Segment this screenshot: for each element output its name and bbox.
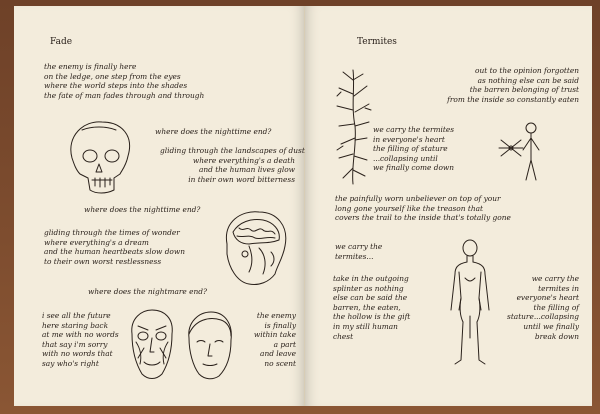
termites-stanza-3 bbox=[335, 194, 511, 223]
text-line: everyone's heart bbox=[516, 293, 579, 303]
right-page bbox=[305, 6, 592, 406]
termites-stanza-6 bbox=[497, 274, 579, 341]
text-line: until we finally bbox=[523, 321, 579, 331]
text-line: within take bbox=[253, 330, 296, 340]
left-page-title: Fade bbox=[50, 37, 73, 47]
text-line: the painfully worn unbeliever on top of your bbox=[335, 194, 501, 203]
text-line: termites... bbox=[335, 251, 374, 261]
fade-stanza-3 bbox=[44, 228, 185, 266]
text-line: where everything's a death bbox=[192, 155, 295, 165]
text-line: splinter as nothing bbox=[333, 283, 404, 293]
human-face-drawing bbox=[181, 310, 239, 384]
text-line: at me with no words bbox=[42, 330, 119, 340]
text-line: say who's right bbox=[42, 358, 99, 368]
text-line: out to the opinion forgotten bbox=[475, 66, 579, 75]
nerve-branch-drawing bbox=[333, 66, 373, 188]
text-line: chest bbox=[333, 331, 354, 341]
text-line: that say i'm sorry bbox=[42, 339, 108, 349]
text-line: in my still human bbox=[333, 321, 398, 331]
text-line: barren, the eaten, bbox=[333, 302, 401, 312]
skull-drawing bbox=[62, 116, 142, 198]
text-line: the fate of man fades through and through bbox=[44, 90, 205, 100]
fade-question-3: where does the nightmare end? bbox=[88, 287, 207, 296]
text-line: where everything's a dream bbox=[44, 237, 149, 247]
text-line: we carry the termites bbox=[373, 125, 455, 134]
text-line: with no words that bbox=[42, 349, 113, 359]
text-line: is finally bbox=[264, 320, 296, 330]
fade-stanza-4 bbox=[42, 311, 119, 369]
text-line: the filling of bbox=[533, 302, 579, 312]
text-line: stature...collapsing bbox=[507, 312, 579, 322]
text-line: we carry the bbox=[531, 274, 579, 283]
text-line: on the ledge, one step from the eyes bbox=[44, 71, 181, 81]
text-line: gliding through the times of wonder bbox=[44, 228, 180, 237]
text-line: break down bbox=[534, 331, 579, 341]
right-page-title: Termites bbox=[357, 37, 397, 47]
text-line: from the inside so constantly eaten bbox=[447, 94, 579, 104]
text-line: in their own word bitterness bbox=[188, 174, 295, 184]
text-line: to their own worst restlessness bbox=[44, 256, 162, 266]
text-line: covers the trail to the inside that's totally gone bbox=[335, 213, 511, 223]
fade-stanza-2 bbox=[160, 146, 305, 184]
text-line: take in the outgoing bbox=[333, 274, 409, 283]
text-line: no scent bbox=[264, 358, 296, 368]
standing-human-drawing bbox=[445, 238, 495, 368]
text-line: where the world steps into the shades bbox=[44, 81, 188, 91]
text-line: i see all the future bbox=[42, 311, 111, 320]
fade-stanza-1 bbox=[44, 62, 204, 100]
muscle-face-drawing bbox=[124, 308, 180, 384]
text-line: the hollow is the gift bbox=[333, 312, 411, 322]
brain-head-drawing bbox=[219, 208, 291, 288]
text-line: the barren belonging of trust bbox=[469, 85, 579, 95]
text-line: and leave bbox=[260, 349, 296, 359]
termites-stanza-5 bbox=[333, 274, 410, 341]
text-line: we carry the bbox=[335, 242, 383, 251]
text-line: long gone yourself like the treason that bbox=[335, 203, 483, 213]
text-line: in everyone's heart bbox=[373, 134, 445, 144]
text-line: here staring back bbox=[42, 320, 109, 330]
fade-question-2: where does the nighttime end? bbox=[84, 205, 201, 214]
text-line: gliding through the landscapes of dust bbox=[160, 146, 305, 155]
text-line: and the human lives glow bbox=[198, 165, 295, 175]
termites-stanza-4 bbox=[335, 242, 382, 261]
text-line: the filling of stature bbox=[373, 144, 448, 154]
left-page bbox=[14, 6, 305, 406]
text-line: the enemy bbox=[256, 311, 296, 320]
text-line: we finally come down bbox=[373, 163, 454, 173]
radiating-figure-drawing bbox=[499, 120, 549, 184]
text-line: a part bbox=[273, 339, 296, 349]
fade-question-1: where does the nighttime end? bbox=[155, 127, 272, 136]
text-line: the enemy is finally here bbox=[44, 62, 137, 71]
termites-stanza-1 bbox=[391, 66, 579, 104]
fade-stanza-5 bbox=[242, 311, 296, 369]
text-line: ...collapsing until bbox=[373, 153, 438, 163]
text-line: else can be said the bbox=[333, 293, 408, 303]
text-line: and the human heartbeats slow down bbox=[44, 247, 185, 257]
text-line: as nothing else can be said bbox=[477, 75, 579, 85]
termites-stanza-2 bbox=[373, 125, 454, 173]
text-line: termites in bbox=[538, 283, 579, 293]
